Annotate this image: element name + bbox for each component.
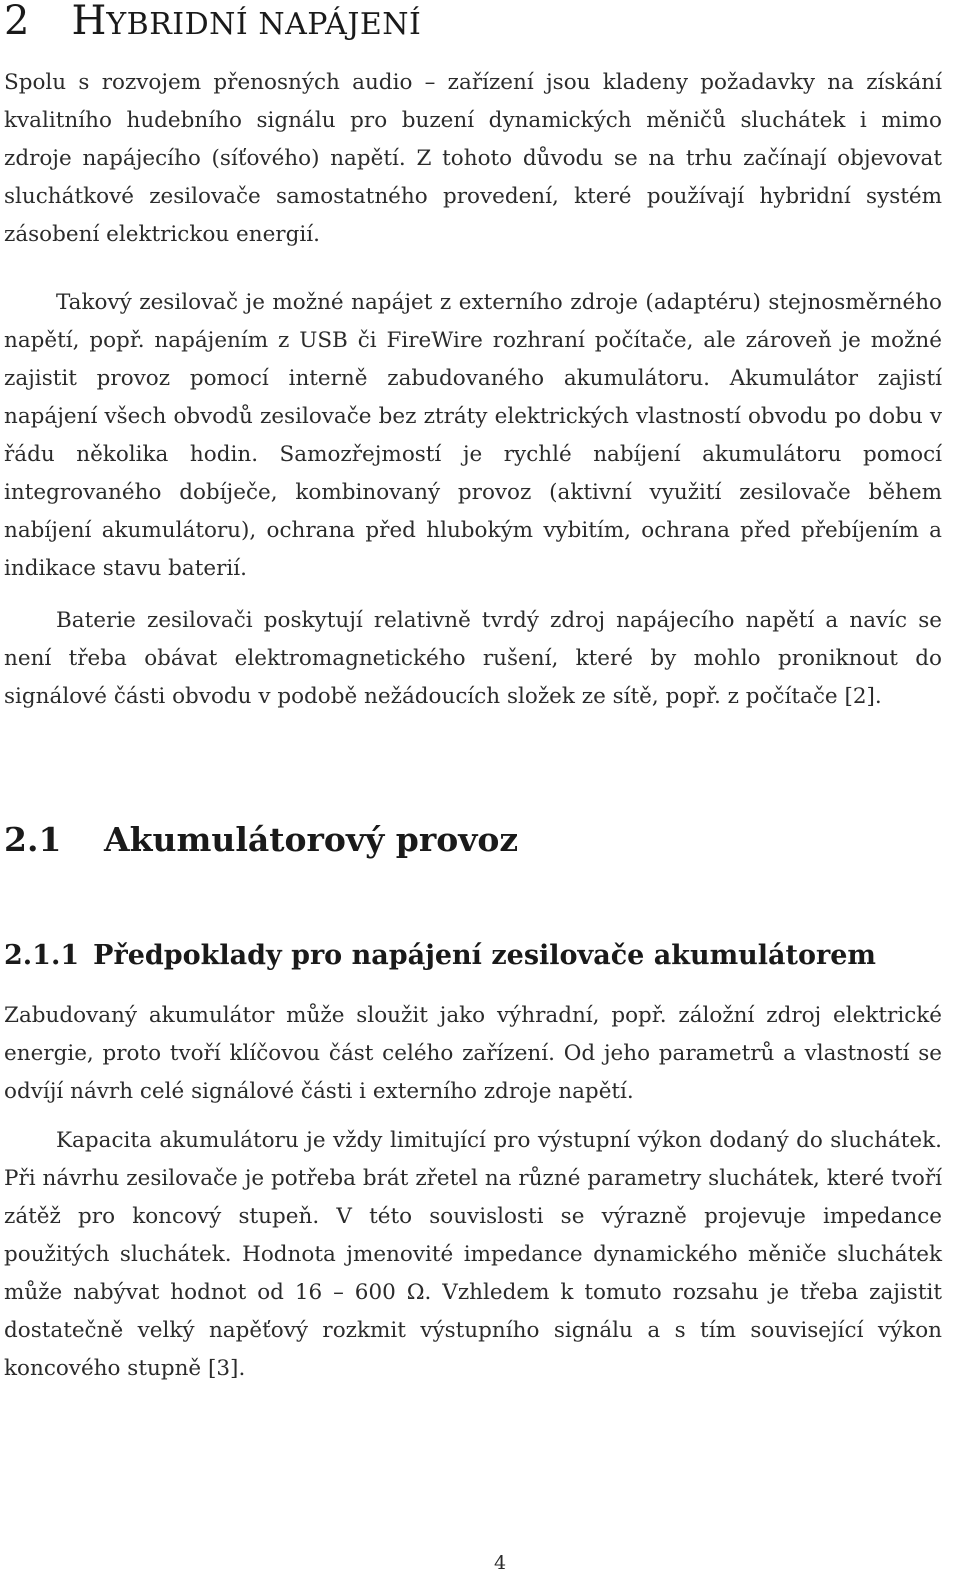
paragraph-intro: Spolu s rozvojem přenosných audio – zařízení jsou kladeny požadavky na získání kvalitního hudebního signálu pro buzení dynamických měničů sluchátek i mimo zdroje napájecího (síťového) napětí. Z tohoto důvodu se na trhu začínají objevovat sluchátkové zesilovače samostatného provedení, které používají hybridní systém zásobení elektrickou energií.	[4, 70, 942, 247]
page-number: 4	[493, 1552, 507, 1574]
paragraph-batteries: Baterie zesilovači poskytují relativně tvrdý zdroj napájecího napětí a navíc se není třeba obávat elektromagnetického rušení, které by mohlo proniknout do signálové části obvodu v podobě nežádoucích složek ze sítě, popř. z počítače [2].	[4, 608, 942, 709]
chapter-title-rest: YBRIDNÍ NAPÁJENÍ	[106, 7, 422, 42]
chapter-title-initial: H	[71, 0, 107, 44]
chapter-heading	[4, 0, 421, 46]
subsection-number: 2.1.1	[4, 940, 80, 971]
subsection-heading	[4, 940, 876, 971]
paragraph-adapter: Takový zesilovač je možné napájet z externího zdroje (adaptéru) stejnosměrného napětí, popř. napájením z USB či FireWire rozhraní počítače, ale zároveň je možné zajistit provoz pomocí interně zabudovaného akumulátoru. Akumulátor zajistí napájení všech obvodů zesilovače bez ztráty elektrických vlastností obvodu po dobu v řádu několika hodin. Samozřejmostí je rychlé nabíjení akumulátoru pomocí integrovaného dobíječe, kombinovaný provoz (aktivní využití zesilovače během nabíjení akumulátoru), ochrana před hlubokým vybitím, ochrana před přebíjením a indikace stavu baterií.	[4, 290, 942, 581]
section-title: Akumulátorový provoz	[104, 820, 519, 859]
paragraph-capacity: Kapacita akumulátoru je vždy limitující pro výstupní výkon dodaný do sluchátek. Při návrhu zesilovače je potřeba brát zřetel na různé parametry sluchátek, které tvoří zátěž pro koncový stupeň. V této souvislosti se výrazně projevuje impedance použitých sluchátek. Hodnota jmenovité impedance dynamického měniče sluchátek může nabývat hodnot od 16 – 600 Ω. Vzhledem k tomuto rozsahu je třeba zajistit dostatečně velký napěťový rozkmit výstupního signálu a s tím související výkon koncového stupně [3].	[4, 1128, 942, 1381]
paragraph-accumulator: Zabudovaný akumulátor může sloužit jako výhradní, popř. záložní zdroj elektrické energie, proto tvoří klíčovou část celého zařízení. Od jeho parametrů a vlastností se odvíjí návrh celé signálové části i externího zdroje napětí.	[4, 1003, 942, 1104]
chapter-number: 2	[4, 0, 30, 44]
section-number: 2.1	[4, 820, 62, 859]
section-heading	[4, 820, 518, 859]
subsection-title: Předpoklady pro napájení zesilovače akumulátorem	[93, 940, 876, 971]
